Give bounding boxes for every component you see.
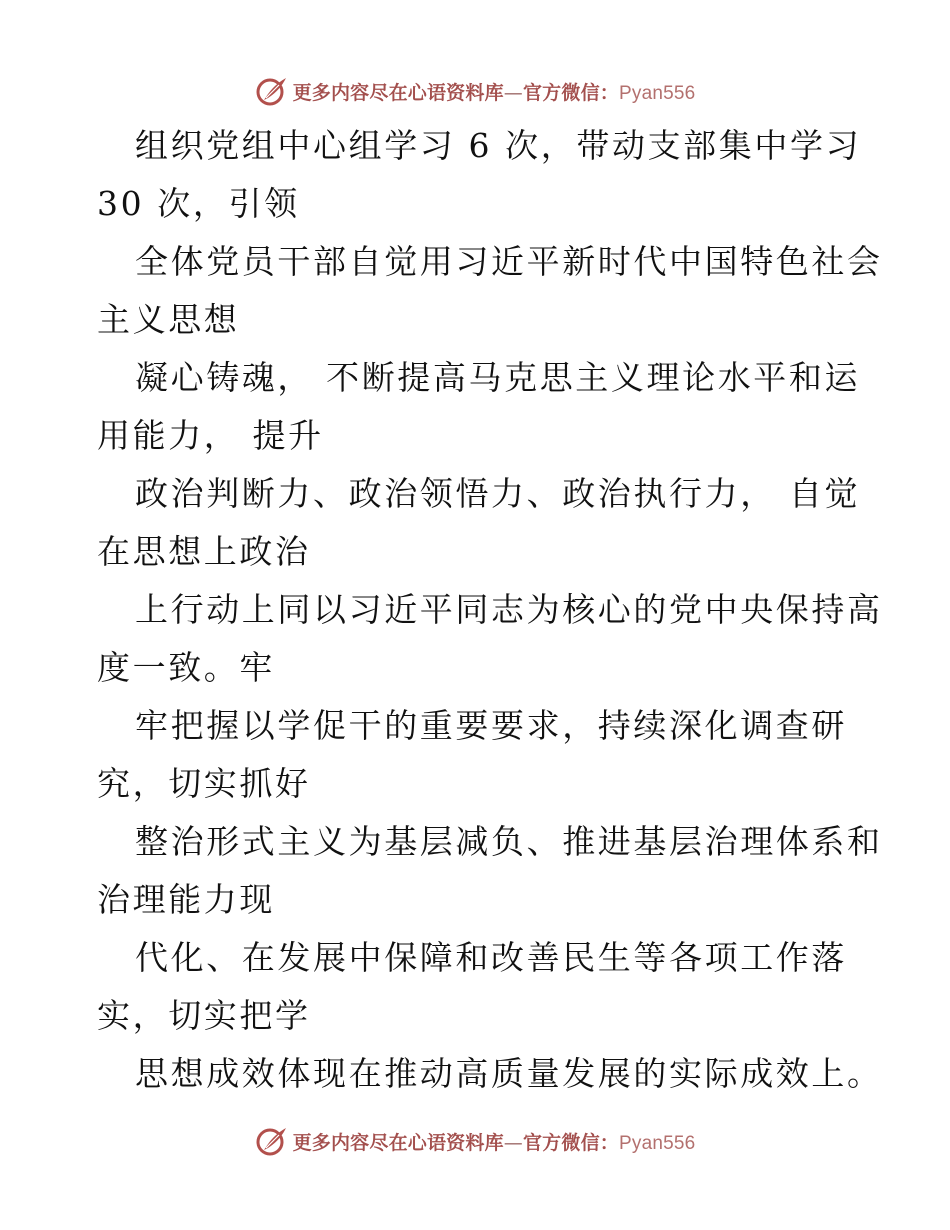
- text-line: 实，切实把学: [97, 996, 311, 1035]
- footer-banner: [0, 1121, 950, 1161]
- text-line: 在思想上政治: [97, 532, 311, 571]
- text-line: 全体党员干部自觉用习近平新时代中国特色社会: [135, 242, 883, 281]
- text-line: 度一致。牢: [97, 648, 275, 687]
- banner-site-text: 更多内容尽在心语资料库: [292, 81, 504, 104]
- banner-site-text: 更多内容尽在心语资料库: [292, 1131, 504, 1154]
- banner-separator: —: [503, 1131, 523, 1154]
- text-line: 主义思想: [97, 300, 240, 339]
- feather-pen-circle-icon: [255, 74, 289, 108]
- text-line: 代化、在发展中保障和改善民生等各项工作落: [135, 938, 847, 977]
- text-line: 凝心铸魂， 不断提高马克思主义理论水平和运: [135, 358, 861, 397]
- banner-wechat-label: 官方微信：: [522, 1131, 619, 1154]
- banner-account: Pyan556: [619, 1132, 696, 1154]
- feather-pen-circle-icon: [255, 1124, 289, 1158]
- banner-wechat-label: 官方微信：: [522, 81, 619, 104]
- banner-text: [293, 78, 696, 105]
- text-line: 30 次，引领: [97, 184, 300, 223]
- text-line: 政治判断力、政治领悟力、政治执行力， 自觉: [135, 474, 861, 513]
- banner-text: [293, 1128, 696, 1155]
- text-line: 思想成效体现在推动高质量发展的实际成效上。: [135, 1054, 883, 1093]
- text-line: 整治形式主义为基层减负、推进基层治理体系和: [135, 822, 883, 861]
- banner-account: Pyan556: [619, 82, 696, 104]
- text-line: 治理能力现: [97, 880, 275, 919]
- header-banner: [0, 71, 950, 111]
- text-line: 上行动上同以习近平同志为核心的党中央保持高: [135, 590, 883, 629]
- text-line: 究，切实抓好: [97, 764, 311, 803]
- banner-separator: —: [503, 81, 523, 104]
- text-line: 组织党组中心组学习 6 次，带动支部集中学习: [135, 126, 862, 165]
- text-line: 牢把握以学促干的重要要求，持续深化调查研: [135, 706, 847, 745]
- text-line: 用能力， 提升: [97, 416, 324, 455]
